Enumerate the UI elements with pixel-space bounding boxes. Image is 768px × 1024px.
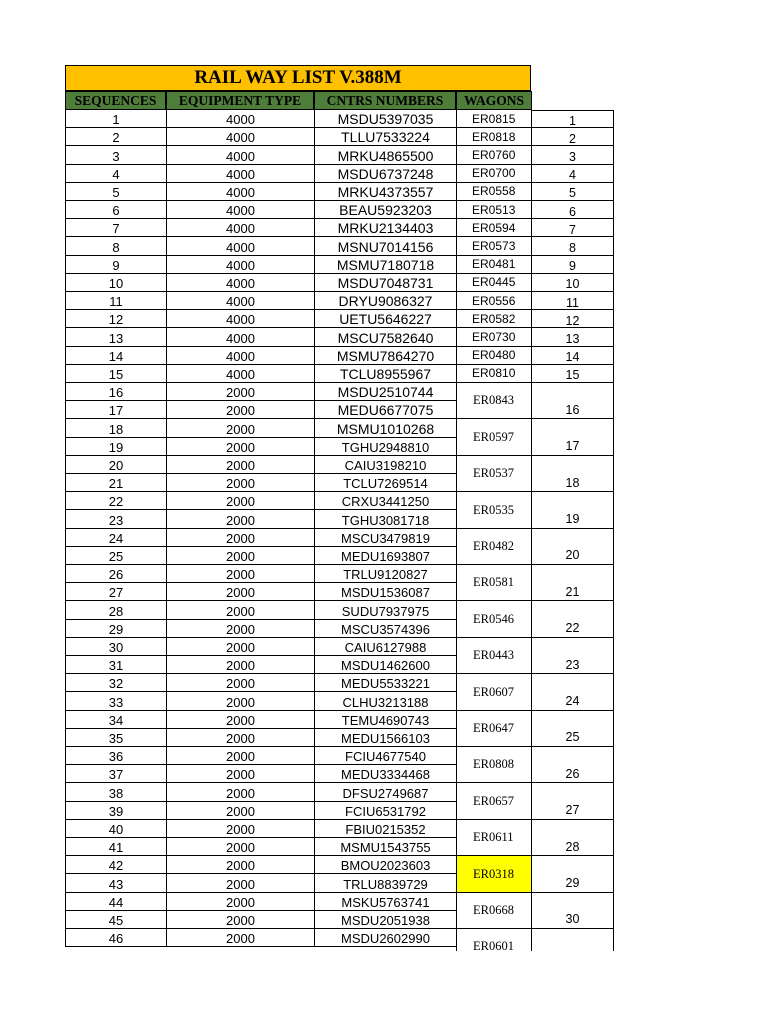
sequence-cell: 19 xyxy=(65,438,166,456)
container-number-cell: MSDU2051938 xyxy=(314,911,456,929)
wagon-count-cell: 7 xyxy=(532,219,614,237)
wagon-count-cell: 11 xyxy=(532,292,614,310)
equipment-type-cell: 2000 xyxy=(166,438,314,456)
wagon-count-cell: 9 xyxy=(532,256,614,274)
sequence-cell: 12 xyxy=(65,310,166,328)
wagon-cell: ER0594 xyxy=(456,219,532,237)
wagon-cell: ER0480 xyxy=(456,347,532,365)
wagon-count-cell: 26 xyxy=(532,747,614,783)
sequence-cell: 14 xyxy=(65,347,166,365)
sequence-cell: 21 xyxy=(65,474,166,492)
equipment-type-cell: 4000 xyxy=(166,110,314,128)
wagon-cell: ER0513 xyxy=(456,201,532,219)
container-number-cell: TLLU7533224 xyxy=(314,128,456,146)
sequence-cell: 41 xyxy=(65,838,166,856)
container-number-cell: DFSU2749687 xyxy=(314,783,456,801)
container-number-cell: MSDU7048731 xyxy=(314,274,456,292)
equipment-type-cell: 2000 xyxy=(166,529,314,547)
header-equipment-type: EQUIPMENT TYPE xyxy=(166,91,314,110)
wagon-cell: ER0843 xyxy=(456,383,532,419)
sequence-cell: 10 xyxy=(65,274,166,292)
wagon-cell: ER0535 xyxy=(456,492,532,528)
equipment-type-cell: 2000 xyxy=(166,692,314,710)
equipment-type-cell: 2000 xyxy=(166,601,314,619)
wagon-cell: ER0556 xyxy=(456,292,532,310)
equipment-type-cell: 4000 xyxy=(166,310,314,328)
equipment-type-cell: 2000 xyxy=(166,820,314,838)
equipment-type-cell: 4000 xyxy=(166,292,314,310)
equipment-type-cell: 4000 xyxy=(166,347,314,365)
header-wagons: WAGONS xyxy=(456,91,532,110)
container-number-cell: UETU5646227 xyxy=(314,310,456,328)
sequence-cell: 2 xyxy=(65,128,166,146)
equipment-type-cell: 2000 xyxy=(166,929,314,947)
sequence-cell: 18 xyxy=(65,419,166,437)
equipment-type-cell: 4000 xyxy=(166,165,314,183)
wagon-count-cell: 8 xyxy=(532,237,614,255)
container-number-cell: TEMU4690743 xyxy=(314,711,456,729)
container-number-cell: MSKU5763741 xyxy=(314,893,456,911)
sequence-cell: 46 xyxy=(65,929,166,947)
wagon-count-cell: 24 xyxy=(532,674,614,710)
equipment-type-cell: 2000 xyxy=(166,401,314,419)
sequence-cell: 20 xyxy=(65,456,166,474)
equipment-type-cell: 2000 xyxy=(166,747,314,765)
container-number-cell: MSMU7180718 xyxy=(314,256,456,274)
equipment-type-cell: 2000 xyxy=(166,856,314,874)
container-number-cell: BMOU2023603 xyxy=(314,856,456,874)
sequence-cell: 34 xyxy=(65,711,166,729)
wagon-cell: ER0318 xyxy=(456,856,532,892)
sheet-title: RAIL WAY LIST V.388M xyxy=(65,65,531,91)
container-number-cell: TGHU2948810 xyxy=(314,438,456,456)
equipment-type-cell: 2000 xyxy=(166,510,314,528)
container-number-cell: MEDU1566103 xyxy=(314,729,456,747)
wagon-cell: ER0443 xyxy=(456,638,532,674)
equipment-type-cell: 2000 xyxy=(166,547,314,565)
equipment-type-cell: 2000 xyxy=(166,674,314,692)
sequence-cell: 23 xyxy=(65,510,166,528)
sequence-cell: 8 xyxy=(65,237,166,255)
equipment-type-cell: 2000 xyxy=(166,583,314,601)
equipment-type-cell: 2000 xyxy=(166,911,314,929)
container-number-cell: CRXU3441250 xyxy=(314,492,456,510)
equipment-type-cell: 4000 xyxy=(166,201,314,219)
equipment-type-cell: 4000 xyxy=(166,274,314,292)
sequence-cell: 39 xyxy=(65,802,166,820)
wagon-cell: ER0573 xyxy=(456,237,532,255)
header-sequences: SEQUENCES xyxy=(65,91,166,110)
sequence-cell: 36 xyxy=(65,747,166,765)
container-number-cell: MSDU2602990 xyxy=(314,929,456,947)
container-number-cell: FBIU0215352 xyxy=(314,820,456,838)
equipment-type-cell: 2000 xyxy=(166,383,314,401)
container-number-cell: MSDU2510744 xyxy=(314,383,456,401)
container-number-cell: MRKU4373557 xyxy=(314,183,456,201)
sequence-cell: 38 xyxy=(65,783,166,801)
wagon-count-cell: 14 xyxy=(532,347,614,365)
equipment-type-cell: 4000 xyxy=(166,219,314,237)
container-number-cell: MSMU1010268 xyxy=(314,419,456,437)
wagon-cell: ER0601 xyxy=(456,929,532,951)
container-number-cell: MEDU1693807 xyxy=(314,547,456,565)
wagon-cell: ER0558 xyxy=(456,183,532,201)
container-number-cell: DRYU9086327 xyxy=(314,292,456,310)
container-number-cell: MSDU5397035 xyxy=(314,110,456,128)
wagon-cell: ER0537 xyxy=(456,456,532,492)
equipment-type-cell: 4000 xyxy=(166,256,314,274)
sequence-cell: 22 xyxy=(65,492,166,510)
wagon-count-cell: 30 xyxy=(532,893,614,929)
equipment-type-cell: 2000 xyxy=(166,893,314,911)
sequence-cell: 1 xyxy=(65,110,166,128)
container-number-cell: MSDU1462600 xyxy=(314,656,456,674)
equipment-type-cell: 2000 xyxy=(166,838,314,856)
wagon-cell: ER0611 xyxy=(456,820,532,856)
wagon-count-cell: 28 xyxy=(532,820,614,856)
wagon-cell: ER0818 xyxy=(456,128,532,146)
sequence-cell: 29 xyxy=(65,620,166,638)
wagon-cell: ER0810 xyxy=(456,365,532,383)
sequence-cell: 15 xyxy=(65,365,166,383)
container-number-cell: MSDU6737248 xyxy=(314,165,456,183)
container-number-cell: CAIU6127988 xyxy=(314,638,456,656)
wagon-count-cell: 13 xyxy=(532,328,614,346)
equipment-type-cell: 2000 xyxy=(166,565,314,583)
sequence-cell: 40 xyxy=(65,820,166,838)
container-number-cell: MEDU6677075 xyxy=(314,401,456,419)
sequence-cell: 28 xyxy=(65,601,166,619)
wagon-cell: ER0546 xyxy=(456,601,532,637)
equipment-type-cell: 2000 xyxy=(166,656,314,674)
sequence-cell: 30 xyxy=(65,638,166,656)
wagon-count-cell: 10 xyxy=(532,274,614,292)
wagon-count-cell: 5 xyxy=(532,183,614,201)
sequence-cell: 6 xyxy=(65,201,166,219)
wagon-cell: ER0668 xyxy=(456,893,532,929)
sequence-cell: 17 xyxy=(65,401,166,419)
sequence-cell: 24 xyxy=(65,529,166,547)
wagon-count-cell: 2 xyxy=(532,128,614,146)
wagon-count-cell: 17 xyxy=(532,419,614,455)
wagon-cell: ER0607 xyxy=(456,674,532,710)
sequence-cell: 33 xyxy=(65,692,166,710)
sequence-cell: 32 xyxy=(65,674,166,692)
sequence-cell: 11 xyxy=(65,292,166,310)
equipment-type-cell: 4000 xyxy=(166,328,314,346)
equipment-type-cell: 2000 xyxy=(166,874,314,892)
equipment-type-cell: 2000 xyxy=(166,711,314,729)
sequence-cell: 44 xyxy=(65,893,166,911)
wagon-count-cell: 15 xyxy=(532,365,614,383)
wagon-count-cell: 20 xyxy=(532,529,614,565)
container-number-cell: MSCU3479819 xyxy=(314,529,456,547)
sequence-cell: 9 xyxy=(65,256,166,274)
container-number-cell: FCIU6531792 xyxy=(314,802,456,820)
wagon-count-cell: 12 xyxy=(532,310,614,328)
sequence-cell: 7 xyxy=(65,219,166,237)
sequence-cell: 27 xyxy=(65,583,166,601)
container-number-cell: SUDU7937975 xyxy=(314,601,456,619)
sequence-cell: 43 xyxy=(65,874,166,892)
container-number-cell: CLHU3213188 xyxy=(314,692,456,710)
wagon-count-cell: 4 xyxy=(532,165,614,183)
container-number-cell: MSNU7014156 xyxy=(314,237,456,255)
wagon-count-cell: 18 xyxy=(532,456,614,492)
wagon-cell: ER0647 xyxy=(456,711,532,747)
wagon-cell: ER0657 xyxy=(456,783,532,819)
equipment-type-cell: 2000 xyxy=(166,456,314,474)
equipment-type-cell: 4000 xyxy=(166,128,314,146)
container-number-cell: MEDU5533221 xyxy=(314,674,456,692)
wagon-cell: ER0581 xyxy=(456,565,532,601)
sequence-cell: 16 xyxy=(65,383,166,401)
container-number-cell: MSMU7864270 xyxy=(314,347,456,365)
wagon-count-cell: 27 xyxy=(532,783,614,819)
wagon-cell: ER0597 xyxy=(456,419,532,455)
wagon-count-cell xyxy=(532,929,614,951)
wagon-cell: ER0481 xyxy=(456,256,532,274)
wagon-count-cell: 29 xyxy=(532,856,614,892)
wagon-count-cell: 22 xyxy=(532,601,614,637)
sequence-cell: 35 xyxy=(65,729,166,747)
wagon-count-cell: 6 xyxy=(532,201,614,219)
equipment-type-cell: 2000 xyxy=(166,783,314,801)
wagon-cell: ER0808 xyxy=(456,747,532,783)
container-number-cell: TCLU7269514 xyxy=(314,474,456,492)
wagon-cell: ER0815 xyxy=(456,110,532,128)
equipment-type-cell: 4000 xyxy=(166,183,314,201)
equipment-type-cell: 2000 xyxy=(166,620,314,638)
container-number-cell: TGHU3081718 xyxy=(314,510,456,528)
wagon-cell: ER0582 xyxy=(456,310,532,328)
equipment-type-cell: 2000 xyxy=(166,729,314,747)
sequence-cell: 4 xyxy=(65,165,166,183)
wagon-count-cell: 16 xyxy=(532,383,614,419)
sequence-cell: 37 xyxy=(65,765,166,783)
equipment-type-cell: 4000 xyxy=(166,146,314,164)
sequence-cell: 31 xyxy=(65,656,166,674)
container-number-cell: FCIU4677540 xyxy=(314,747,456,765)
sequence-cell: 5 xyxy=(65,183,166,201)
sequence-cell: 13 xyxy=(65,328,166,346)
equipment-type-cell: 2000 xyxy=(166,419,314,437)
equipment-type-cell: 2000 xyxy=(166,492,314,510)
container-number-cell: BEAU5923203 xyxy=(314,201,456,219)
sequence-cell: 42 xyxy=(65,856,166,874)
wagon-cell: ER0760 xyxy=(456,146,532,164)
wagon-count-cell: 23 xyxy=(532,638,614,674)
equipment-type-cell: 4000 xyxy=(166,365,314,383)
equipment-type-cell: 2000 xyxy=(166,474,314,492)
sequence-cell: 25 xyxy=(65,547,166,565)
container-number-cell: MEDU3334468 xyxy=(314,765,456,783)
container-number-cell: MSDU1536087 xyxy=(314,583,456,601)
sequence-cell: 26 xyxy=(65,565,166,583)
equipment-type-cell: 2000 xyxy=(166,765,314,783)
wagon-count-cell: 3 xyxy=(532,146,614,164)
container-number-cell: CAIU3198210 xyxy=(314,456,456,474)
wagon-cell: ER0700 xyxy=(456,165,532,183)
sequence-cell: 3 xyxy=(65,146,166,164)
container-number-cell: TRLU8839729 xyxy=(314,874,456,892)
wagon-cell: ER0445 xyxy=(456,274,532,292)
container-number-cell: MRKU4865500 xyxy=(314,146,456,164)
container-number-cell: MSMU1543755 xyxy=(314,838,456,856)
equipment-type-cell: 2000 xyxy=(166,638,314,656)
equipment-type-cell: 2000 xyxy=(166,802,314,820)
container-number-cell: TRLU9120827 xyxy=(314,565,456,583)
header-cntrs-numbers: CNTRS NUMBERS xyxy=(314,91,456,110)
container-number-cell: MRKU2134403 xyxy=(314,219,456,237)
equipment-type-cell: 4000 xyxy=(166,237,314,255)
container-number-cell: MSCU3574396 xyxy=(314,620,456,638)
container-number-cell: TCLU8955967 xyxy=(314,365,456,383)
wagon-count-cell: 1 xyxy=(532,110,614,128)
container-number-cell: MSCU7582640 xyxy=(314,328,456,346)
wagon-count-cell: 21 xyxy=(532,565,614,601)
wagon-count-cell: 19 xyxy=(532,492,614,528)
wagon-count-cell: 25 xyxy=(532,711,614,747)
wagon-cell: ER0730 xyxy=(456,328,532,346)
sequence-cell: 45 xyxy=(65,911,166,929)
wagon-cell: ER0482 xyxy=(456,529,532,565)
